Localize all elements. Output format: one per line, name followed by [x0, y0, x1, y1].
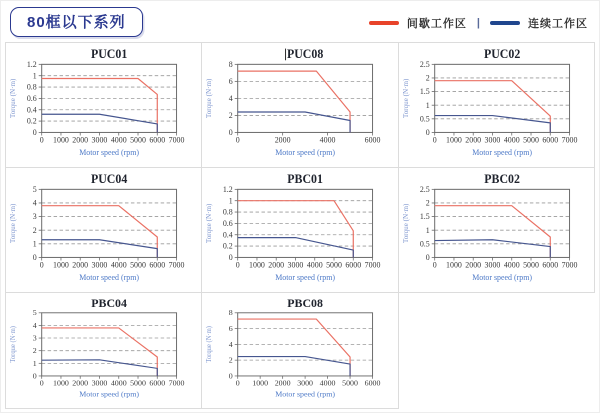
series-line — [434, 81, 550, 133]
chart-PBC04 — [6, 293, 201, 408]
series-line — [42, 79, 158, 133]
chart-cell-PBC01 — [202, 168, 398, 293]
svg-text:4: 4 — [32, 321, 37, 330]
y-axis-label: Torque (N·m) — [401, 78, 410, 119]
svg-text:7000: 7000 — [168, 260, 185, 270]
chart-PUC01 — [6, 43, 201, 167]
svg-text:6000: 6000 — [542, 260, 558, 270]
svg-text:1.5: 1.5 — [419, 87, 430, 97]
svg-text:1000: 1000 — [249, 260, 266, 270]
svg-text:2: 2 — [229, 110, 234, 121]
chart-title: PBC08 — [287, 297, 324, 311]
svg-text:2: 2 — [425, 73, 430, 83]
x-axis-label: Motor speed (rpm) — [79, 272, 140, 282]
svg-text:0.6: 0.6 — [26, 93, 37, 104]
svg-text:0: 0 — [432, 260, 437, 270]
svg-text:3000: 3000 — [91, 260, 108, 270]
series-line — [238, 357, 350, 376]
svg-text:6: 6 — [229, 76, 234, 87]
svg-text:5: 5 — [32, 184, 37, 195]
svg-text:7000: 7000 — [168, 378, 185, 388]
series-line — [238, 201, 354, 258]
svg-text:2000: 2000 — [275, 378, 291, 388]
svg-text:4000: 4000 — [110, 135, 127, 145]
svg-text:4000: 4000 — [320, 135, 336, 145]
chart-title: PUC08 — [287, 47, 324, 62]
svg-text:1000: 1000 — [53, 260, 69, 270]
chart-title: PBC02 — [483, 172, 520, 187]
chart-PUC02 — [399, 43, 594, 167]
x-axis-label: Motor speed (rpm) — [275, 147, 336, 157]
series-line — [434, 116, 550, 133]
series-title-badge: 80框以下系列 — [10, 7, 143, 37]
svg-text:1: 1 — [32, 71, 37, 81]
x-axis-label: Motor speed (rpm) — [275, 272, 336, 282]
y-axis-label: Torque (N·m) — [401, 203, 410, 244]
y-axis-label: Torque (N·m) — [8, 78, 17, 119]
continuous-legend-label: 连续工作区 — [528, 18, 588, 30]
svg-text:2000: 2000 — [464, 260, 481, 270]
svg-text:4: 4 — [229, 340, 234, 349]
continuous-line-swatch — [490, 21, 520, 25]
svg-text:4: 4 — [229, 93, 234, 104]
series-line — [238, 71, 350, 132]
chart-cell-PUC08 — [202, 43, 398, 168]
series-line — [42, 114, 158, 132]
svg-text:3000: 3000 — [91, 378, 108, 388]
series-line — [42, 206, 158, 258]
svg-text:0: 0 — [32, 252, 37, 263]
svg-text:3000: 3000 — [484, 260, 501, 270]
svg-text:0: 0 — [432, 135, 437, 145]
svg-text:0: 0 — [236, 378, 241, 388]
svg-text:1: 1 — [425, 100, 430, 110]
svg-text:0: 0 — [32, 127, 37, 138]
svg-text:2000: 2000 — [275, 135, 291, 145]
svg-text:3000: 3000 — [484, 135, 501, 145]
svg-text:3000: 3000 — [297, 378, 314, 388]
chart-title: PUC02 — [483, 47, 520, 62]
svg-text:6000: 6000 — [364, 135, 381, 145]
empty-cell — [399, 293, 595, 409]
svg-text:1: 1 — [32, 358, 37, 368]
chart-PBC01 — [202, 168, 397, 292]
svg-text:3: 3 — [32, 333, 37, 343]
svg-text:4000: 4000 — [320, 378, 336, 388]
svg-text:2.5: 2.5 — [419, 59, 430, 70]
svg-text:1.5: 1.5 — [419, 212, 430, 222]
svg-text:4000: 4000 — [110, 378, 127, 388]
svg-text:5000: 5000 — [130, 260, 146, 270]
svg-text:0: 0 — [236, 135, 241, 145]
svg-text:1: 1 — [32, 239, 37, 249]
svg-text:4: 4 — [32, 198, 37, 208]
svg-text:0.4: 0.4 — [26, 105, 37, 115]
svg-text:5000: 5000 — [522, 260, 539, 270]
svg-text:7000: 7000 — [561, 135, 578, 145]
chart-cell-PUC02 — [399, 43, 595, 168]
svg-text:6: 6 — [229, 324, 234, 333]
intermittent-legend-label: 间歇工作区 — [406, 18, 467, 30]
svg-text:2: 2 — [425, 198, 430, 208]
svg-text:8: 8 — [229, 308, 234, 318]
svg-text:1000: 1000 — [445, 135, 462, 145]
svg-text:4000: 4000 — [307, 260, 323, 270]
svg-text:0.5: 0.5 — [419, 114, 430, 124]
svg-text:0.5: 0.5 — [419, 239, 430, 249]
series-line — [434, 240, 550, 258]
svg-text:0: 0 — [236, 260, 241, 270]
y-axis-label: Torque (N·m) — [8, 203, 17, 244]
svg-text:0.2: 0.2 — [26, 116, 37, 126]
svg-text:1.2: 1.2 — [223, 184, 234, 195]
svg-text:1: 1 — [425, 225, 430, 235]
chart-PUC08 — [202, 43, 397, 167]
y-axis-label: Torque (N·m) — [9, 326, 17, 363]
svg-text:7000: 7000 — [364, 260, 381, 270]
series-line — [42, 360, 158, 376]
svg-text:6000: 6000 — [149, 135, 166, 145]
chart-title: PBC04 — [91, 297, 127, 311]
svg-text:5000: 5000 — [522, 135, 539, 145]
svg-text:2: 2 — [229, 355, 234, 365]
chart-PUC04 — [6, 168, 201, 292]
x-axis-label: Motor speed (rpm) — [471, 272, 532, 282]
legend-separator: | — [476, 17, 480, 29]
svg-text:0: 0 — [229, 127, 234, 138]
svg-text:6000: 6000 — [149, 378, 166, 388]
svg-text:1000: 1000 — [53, 378, 69, 388]
svg-text:2000: 2000 — [464, 135, 481, 145]
svg-text:5000: 5000 — [130, 135, 146, 145]
svg-text:8: 8 — [229, 59, 234, 70]
svg-text:0: 0 — [39, 135, 44, 145]
svg-text:1000: 1000 — [53, 135, 69, 145]
svg-text:7000: 7000 — [561, 260, 578, 270]
svg-text:2: 2 — [32, 225, 37, 235]
svg-text:0: 0 — [425, 252, 430, 263]
svg-text:6000: 6000 — [364, 378, 381, 388]
chart-title: PUC01 — [90, 47, 128, 62]
svg-text:7000: 7000 — [168, 135, 185, 145]
svg-text:1000: 1000 — [445, 260, 462, 270]
x-axis-label: Motor speed (rpm) — [275, 389, 336, 399]
svg-text:2.5: 2.5 — [419, 184, 430, 195]
chart-cell-PUC04 — [6, 168, 202, 293]
svg-text:0.8: 0.8 — [26, 82, 37, 92]
svg-text:0: 0 — [39, 378, 44, 388]
svg-text:6000: 6000 — [345, 260, 362, 270]
svg-text:2000: 2000 — [72, 378, 89, 388]
chart-title: PUC04 — [90, 172, 128, 187]
x-axis-label: Motor speed (rpm) — [79, 147, 140, 157]
svg-text:2000: 2000 — [268, 260, 285, 270]
svg-text:3: 3 — [32, 212, 37, 222]
svg-text:4000: 4000 — [503, 260, 520, 270]
chart-PBC08 — [202, 293, 397, 408]
svg-text:5000: 5000 — [342, 378, 359, 388]
svg-text:2000: 2000 — [72, 135, 89, 145]
y-axis-label: Torque (N·m) — [205, 78, 214, 119]
svg-text:6000: 6000 — [542, 135, 558, 145]
legend — [369, 15, 588, 31]
svg-text:0: 0 — [425, 127, 430, 138]
svg-text:3000: 3000 — [91, 135, 108, 145]
chart-cell-PBC08 — [202, 293, 398, 409]
y-axis-label: Torque (N·m) — [205, 203, 214, 244]
chart-cell-PUC01 — [6, 43, 202, 168]
svg-text:5000: 5000 — [130, 378, 146, 388]
series-line — [42, 328, 158, 376]
svg-text:5: 5 — [32, 308, 37, 318]
svg-text:0.2: 0.2 — [223, 241, 234, 251]
intermittent-line-swatch — [369, 21, 399, 25]
series-line — [42, 240, 158, 258]
svg-text:0: 0 — [32, 371, 37, 381]
svg-text:3000: 3000 — [287, 260, 304, 270]
svg-text:4000: 4000 — [503, 135, 520, 145]
svg-text:0.8: 0.8 — [223, 207, 234, 217]
svg-text:2000: 2000 — [72, 260, 89, 270]
series-line — [238, 238, 354, 258]
svg-text:0: 0 — [229, 371, 234, 381]
x-axis-label: Motor speed (rpm) — [79, 389, 140, 399]
series-line — [434, 206, 550, 258]
svg-text:1.2: 1.2 — [26, 59, 37, 70]
svg-text:4000: 4000 — [110, 260, 127, 270]
svg-text:1000: 1000 — [252, 378, 269, 388]
chart-title: PBC01 — [287, 172, 324, 187]
svg-text:6000: 6000 — [149, 260, 166, 270]
svg-text:5000: 5000 — [326, 260, 343, 270]
header — [0, 0, 600, 42]
chart-PBC02 — [399, 168, 594, 292]
svg-text:0.4: 0.4 — [223, 230, 234, 240]
y-axis-label: Torque (N·m) — [206, 326, 214, 363]
series-line — [238, 319, 350, 376]
svg-text:2: 2 — [32, 346, 37, 356]
charts-grid — [5, 42, 595, 409]
svg-text:0: 0 — [39, 260, 44, 270]
svg-text:1: 1 — [229, 196, 234, 206]
svg-text:0: 0 — [229, 252, 234, 263]
x-axis-label: Motor speed (rpm) — [471, 147, 532, 157]
chart-cell-PBC02 — [399, 168, 595, 293]
svg-text:0.6: 0.6 — [223, 218, 234, 229]
chart-cell-PBC04 — [6, 293, 202, 409]
